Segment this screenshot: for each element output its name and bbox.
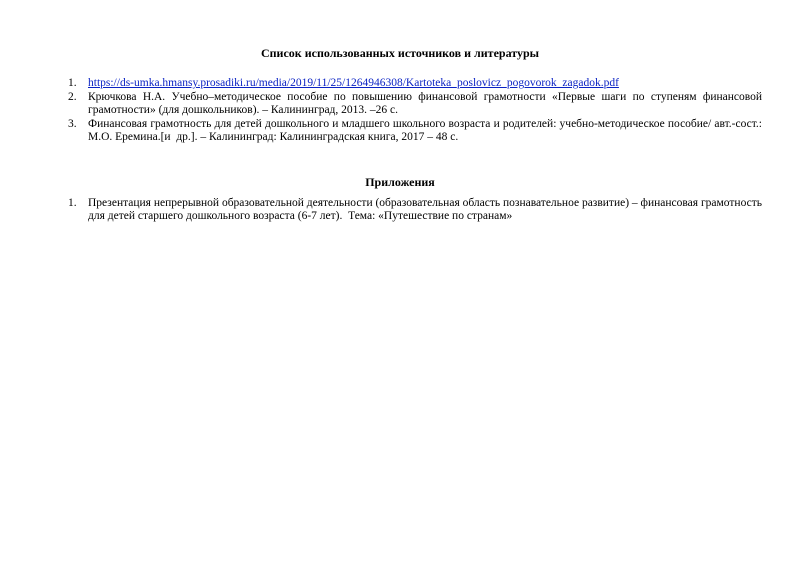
source-text: Крючкова Н.А. Учебно–методическое пособие по повышению финансовой грамотности «Первые шаги по ступеням финансовой грамотности» (для дошкольников). – Калининград, 2013. –26 с. — [88, 90, 765, 116]
source-link[interactable]: https://ds-umka.hmansy.prosadiki.ru/media/2019/11/25/1264946308/Kartoteka_poslovicz_pogovorok_zagadok.pdf — [88, 77, 619, 89]
list-item-appendix-1 — [68, 196, 765, 224]
sources-list — [68, 77, 765, 145]
item-number: 3. — [68, 117, 77, 130]
list-item-source-1 — [68, 77, 762, 91]
appendix-list — [68, 196, 765, 224]
appendix-text: Презентация непрерывной образовательной деятельности (образовательная область познавательное развитие) – финансовая грамотность для детей старшего дошкольного возраста (6-7 лет). Тема: «Путешествие по странам» — [88, 196, 765, 222]
item-number: 2. — [68, 90, 77, 103]
source-text: Финансовая грамотность для детей дошкольного и младшего школьного возраста и родителей: учебно-методическое пособие/ авт.-сост.: М.О. Еремина.[и др.]. – Калининград: Калининградская книга, 2017 – 48 с. — [88, 117, 765, 143]
list-item-source-2 — [68, 90, 765, 118]
appendix-heading: Приложения — [365, 174, 435, 189]
list-item-source-3 — [68, 117, 765, 145]
item-number: 1. — [68, 77, 77, 89]
sources-heading: Список использованных источников и литературы — [260, 46, 540, 60]
item-number: 1. — [68, 196, 77, 209]
